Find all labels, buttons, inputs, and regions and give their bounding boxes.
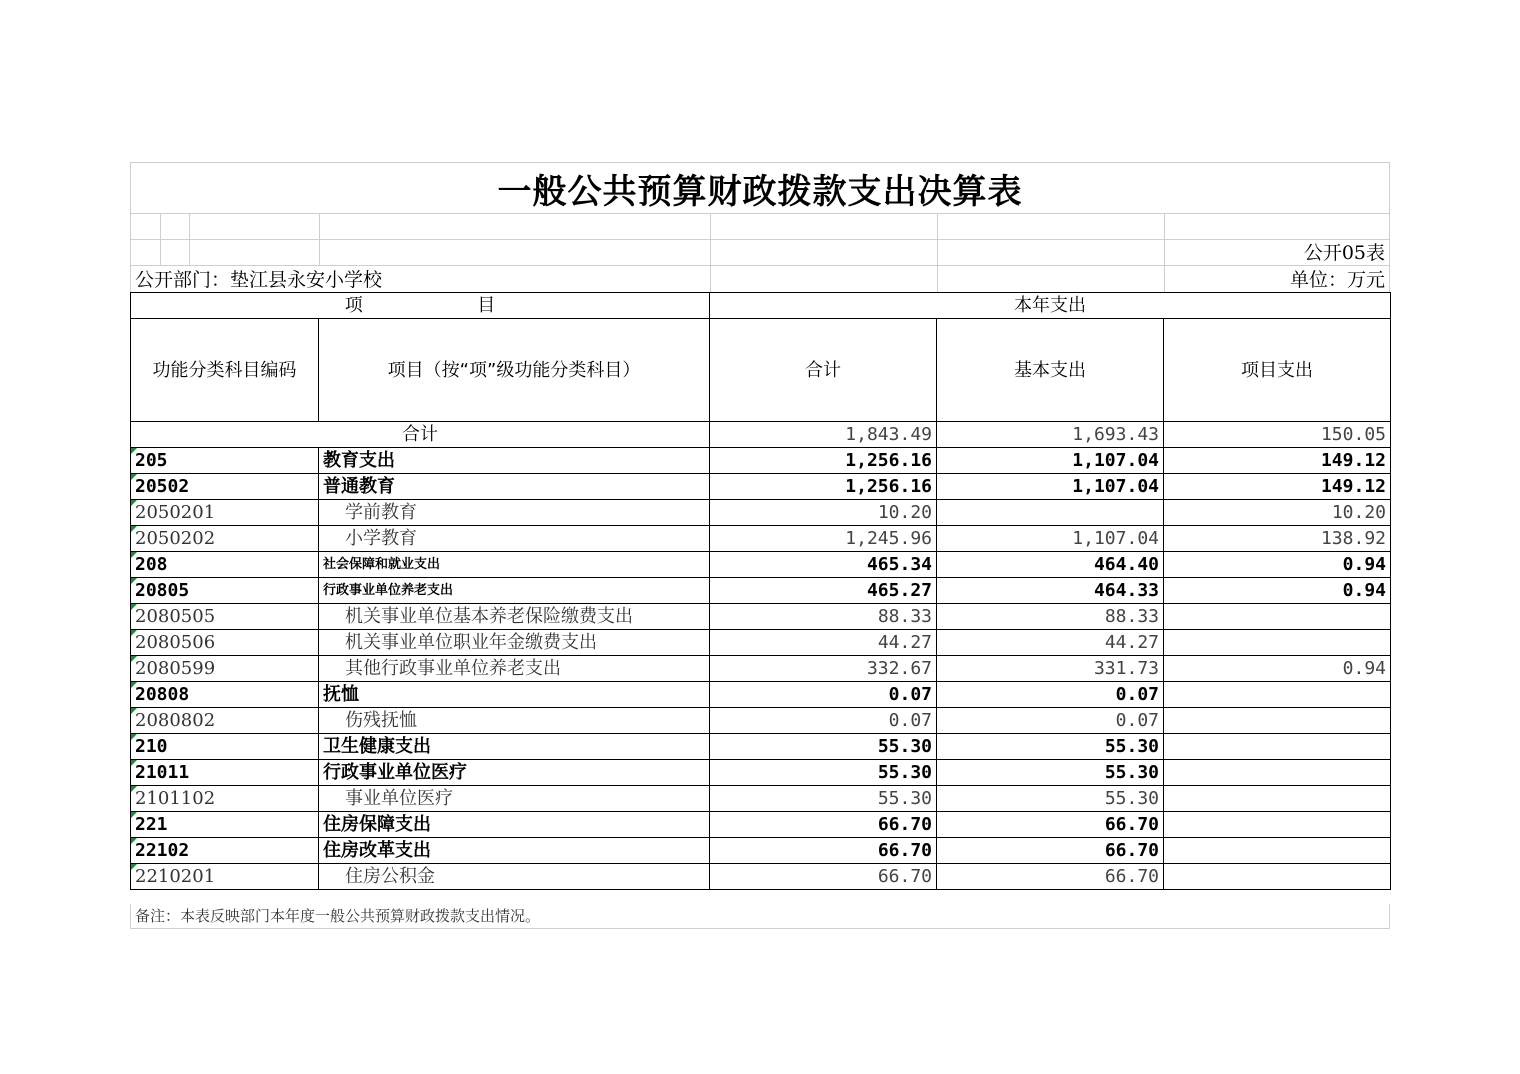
basic-header: 基本支出 bbox=[937, 319, 1164, 422]
table-row bbox=[131, 760, 1391, 786]
code-cell: 2101102 bbox=[131, 786, 319, 812]
project-cell bbox=[1164, 838, 1391, 864]
table-row bbox=[131, 812, 1391, 838]
project-cell bbox=[1164, 682, 1391, 708]
form-number: 公开05表 bbox=[1303, 242, 1385, 264]
table-row bbox=[131, 552, 1391, 578]
total-cell: 55.30 bbox=[710, 734, 937, 760]
basic-cell: 0.07 bbox=[937, 682, 1164, 708]
total-cell: 55.30 bbox=[710, 760, 937, 786]
item-group-header: 项 目 bbox=[131, 293, 710, 319]
basic-cell: 55.30 bbox=[937, 760, 1164, 786]
code-cell: 21011 bbox=[131, 760, 319, 786]
code-cell: 208 bbox=[131, 552, 319, 578]
name-header: 项目（按“项”级功能分类科目） bbox=[319, 319, 710, 422]
basic-cell bbox=[937, 500, 1164, 526]
name-cell: 其他行政事业单位养老支出 bbox=[319, 656, 710, 682]
project-cell: 0.94 bbox=[1164, 552, 1391, 578]
name-cell: 教育支出 bbox=[319, 448, 710, 474]
form-number-row bbox=[130, 240, 1390, 266]
total-cell: 10.20 bbox=[710, 500, 937, 526]
table-row bbox=[131, 630, 1391, 656]
name-cell: 学前教育 bbox=[319, 500, 710, 526]
table-row bbox=[131, 474, 1391, 500]
table-row bbox=[131, 708, 1391, 734]
basic-cell: 464.40 bbox=[937, 552, 1164, 578]
project-header: 项目支出 bbox=[1164, 319, 1391, 422]
footnote: 备注：本表反映部门本年度一般公共预算财政拨款支出情况。 bbox=[130, 904, 1390, 929]
department-row bbox=[130, 266, 1390, 292]
total-cell: 0.07 bbox=[710, 682, 937, 708]
table-row bbox=[131, 682, 1391, 708]
code-cell: 20502 bbox=[131, 474, 319, 500]
basic-cell: 464.33 bbox=[937, 578, 1164, 604]
code-cell: 20805 bbox=[131, 578, 319, 604]
table-row bbox=[131, 838, 1391, 864]
name-cell: 行政事业单位医疗 bbox=[319, 760, 710, 786]
name-cell: 住房保障支出 bbox=[319, 812, 710, 838]
project-cell: 0.94 bbox=[1164, 656, 1391, 682]
code-cell: 20808 bbox=[131, 682, 319, 708]
table-row bbox=[131, 604, 1391, 630]
expenditure-table bbox=[130, 292, 1391, 890]
name-cell: 小学教育 bbox=[319, 526, 710, 552]
basic-cell: 66.70 bbox=[937, 864, 1164, 890]
unit-label: 单位：万元 bbox=[1289, 269, 1385, 291]
project-cell bbox=[1164, 760, 1391, 786]
total-cell: 88.33 bbox=[710, 604, 937, 630]
total-cell: 66.70 bbox=[710, 812, 937, 838]
blank-grid-row bbox=[130, 214, 1390, 240]
total-cell: 1,256.16 bbox=[710, 448, 937, 474]
project-cell bbox=[1164, 786, 1391, 812]
department-label: 公开部门：垫江县永安小学校 bbox=[135, 269, 383, 291]
project-cell: 149.12 bbox=[1164, 474, 1391, 500]
code-cell: 2050202 bbox=[131, 526, 319, 552]
total-cell: 0.07 bbox=[710, 708, 937, 734]
project-cell bbox=[1164, 708, 1391, 734]
code-cell: 22102 bbox=[131, 838, 319, 864]
project-cell: 0.94 bbox=[1164, 578, 1391, 604]
code-cell: 2210201 bbox=[131, 864, 319, 890]
total-cell: 465.34 bbox=[710, 552, 937, 578]
code-cell: 2080505 bbox=[131, 604, 319, 630]
group-header-row bbox=[131, 293, 1391, 319]
project-cell: 149.12 bbox=[1164, 448, 1391, 474]
table-row bbox=[131, 500, 1391, 526]
basic-cell: 331.73 bbox=[937, 656, 1164, 682]
code-cell: 2050201 bbox=[131, 500, 319, 526]
project-cell: 10.20 bbox=[1164, 500, 1391, 526]
table-row bbox=[131, 786, 1391, 812]
basic-cell: 1,107.04 bbox=[937, 526, 1164, 552]
project-cell bbox=[1164, 812, 1391, 838]
total-cell: 44.27 bbox=[710, 630, 937, 656]
table-row bbox=[131, 864, 1391, 890]
total-cell: 1,256.16 bbox=[710, 474, 937, 500]
name-cell: 社会保障和就业支出 bbox=[319, 552, 710, 578]
project-cell bbox=[1164, 630, 1391, 656]
basic-cell: 55.30 bbox=[937, 786, 1164, 812]
name-cell: 抚恤 bbox=[319, 682, 710, 708]
code-cell: 205 bbox=[131, 448, 319, 474]
total-cell: 1,245.96 bbox=[710, 526, 937, 552]
total-project: 150.05 bbox=[1164, 422, 1391, 448]
total-header: 合计 bbox=[710, 319, 937, 422]
table-row bbox=[131, 448, 1391, 474]
name-cell: 卫生健康支出 bbox=[319, 734, 710, 760]
year-expenditure-header: 本年支出 bbox=[710, 293, 1391, 319]
total-cell: 66.70 bbox=[710, 864, 937, 890]
code-cell: 210 bbox=[131, 734, 319, 760]
name-cell: 住房改革支出 bbox=[319, 838, 710, 864]
basic-cell: 44.27 bbox=[937, 630, 1164, 656]
table-row bbox=[131, 526, 1391, 552]
name-cell: 普通教育 bbox=[319, 474, 710, 500]
basic-cell: 1,107.04 bbox=[937, 474, 1164, 500]
total-cell: 66.70 bbox=[710, 838, 937, 864]
project-cell bbox=[1164, 734, 1391, 760]
basic-cell: 0.07 bbox=[937, 708, 1164, 734]
total-cell: 332.67 bbox=[710, 656, 937, 682]
code-header: 功能分类科目编码 bbox=[131, 319, 319, 422]
total-label: 合计 bbox=[131, 422, 710, 448]
name-cell: 住房公积金 bbox=[319, 864, 710, 890]
code-cell: 221 bbox=[131, 812, 319, 838]
table-row bbox=[131, 734, 1391, 760]
name-cell: 机关事业单位职业年金缴费支出 bbox=[319, 630, 710, 656]
project-cell bbox=[1164, 604, 1391, 630]
total-value: 1,843.49 bbox=[710, 422, 937, 448]
basic-cell: 66.70 bbox=[937, 812, 1164, 838]
column-header-row bbox=[131, 319, 1391, 422]
name-cell: 事业单位医疗 bbox=[319, 786, 710, 812]
name-cell: 机关事业单位基本养老保险缴费支出 bbox=[319, 604, 710, 630]
total-basic: 1,693.43 bbox=[937, 422, 1164, 448]
project-cell bbox=[1164, 864, 1391, 890]
code-cell: 2080506 bbox=[131, 630, 319, 656]
basic-cell: 66.70 bbox=[937, 838, 1164, 864]
basic-cell: 55.30 bbox=[937, 734, 1164, 760]
project-cell: 138.92 bbox=[1164, 526, 1391, 552]
code-cell: 2080599 bbox=[131, 656, 319, 682]
basic-cell: 1,107.04 bbox=[937, 448, 1164, 474]
basic-cell: 88.33 bbox=[937, 604, 1164, 630]
code-cell: 2080802 bbox=[131, 708, 319, 734]
name-cell: 伤残抚恤 bbox=[319, 708, 710, 734]
total-row bbox=[131, 422, 1391, 448]
page-title: 一般公共预算财政拨款支出决算表 bbox=[130, 162, 1390, 214]
table-row bbox=[131, 656, 1391, 682]
total-cell: 465.27 bbox=[710, 578, 937, 604]
total-cell: 55.30 bbox=[710, 786, 937, 812]
table-row bbox=[131, 578, 1391, 604]
name-cell: 行政事业单位养老支出 bbox=[319, 578, 710, 604]
